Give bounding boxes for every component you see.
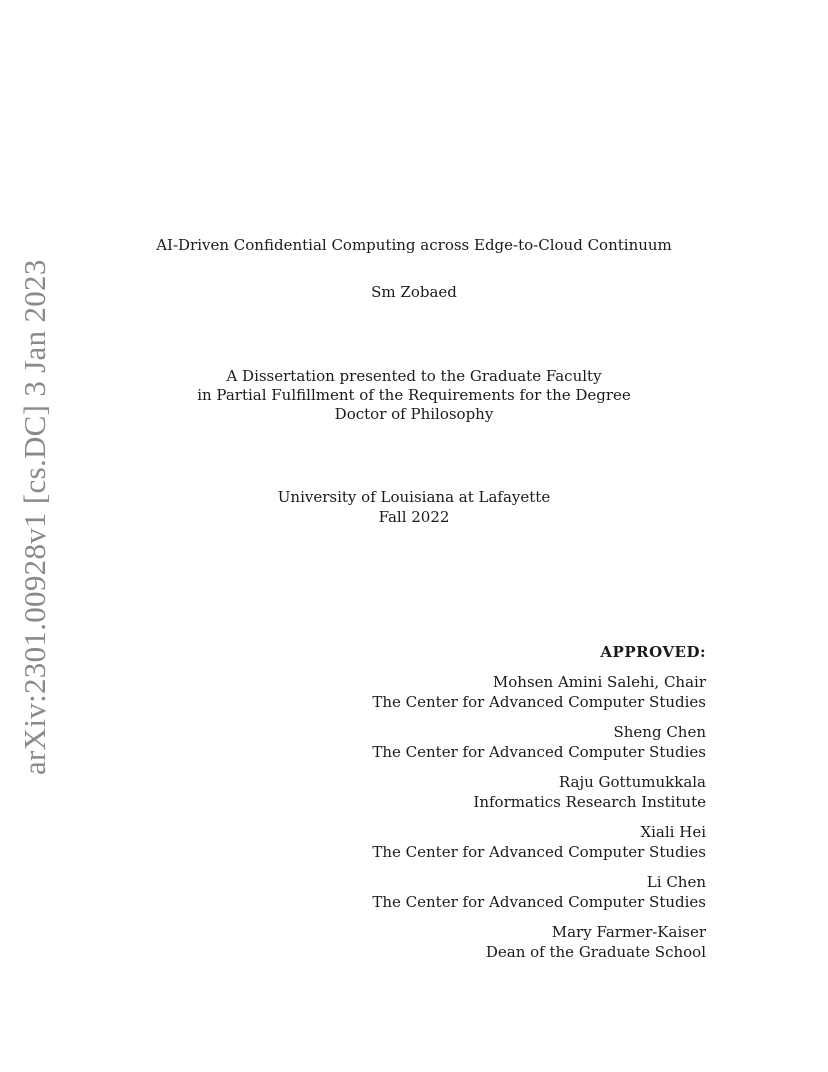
university-name: University of Louisiana at Lafayette bbox=[277, 488, 551, 506]
approval-block bbox=[286, 643, 706, 972]
member-name: Sheng Chen bbox=[613, 723, 706, 741]
degree-statement bbox=[0, 367, 828, 424]
statement-line-2: in Partial Fulfillment of the Requirements for the Degree bbox=[197, 386, 631, 404]
member-affiliation: The Center for Advanced Computer Studies bbox=[372, 893, 706, 911]
author-name: Sm Zobaed bbox=[371, 283, 457, 301]
dissertation-title: AI-Driven Confidential Computing across Edge-to-Cloud Continuum bbox=[156, 236, 672, 254]
approved-heading: APPROVED: bbox=[600, 643, 706, 661]
committee-member bbox=[286, 722, 706, 762]
member-affiliation: Dean of the Graduate School bbox=[485, 943, 706, 961]
statement-line-1: A Dissertation presented to the Graduate Faculty bbox=[226, 367, 602, 385]
member-affiliation: The Center for Advanced Computer Studies bbox=[372, 693, 706, 711]
arxiv-identifier: arXiv:2301.00928v1 [cs.DC] 3 Jan 2023 bbox=[17, 259, 52, 775]
member-name: Raju Gottumukkala bbox=[558, 773, 706, 791]
member-name: Xiali Hei bbox=[640, 823, 706, 841]
member-affiliation: The Center for Advanced Computer Studies bbox=[372, 743, 706, 761]
term: Fall 2022 bbox=[378, 508, 450, 526]
member-affiliation: Informatics Research Institute bbox=[473, 793, 706, 811]
member-name: Li Chen bbox=[646, 873, 706, 891]
statement-line-3: Doctor of Philosophy bbox=[334, 405, 494, 423]
committee-member bbox=[286, 872, 706, 912]
member-affiliation: The Center for Advanced Computer Studies bbox=[372, 843, 706, 861]
committee-member bbox=[286, 772, 706, 812]
committee-member bbox=[286, 672, 706, 712]
member-name: Mohsen Amini Salehi, Chair bbox=[492, 673, 706, 691]
member-name: Mary Farmer-Kaiser bbox=[551, 923, 706, 941]
institution-block bbox=[0, 487, 828, 527]
committee-member bbox=[286, 922, 706, 962]
committee-member bbox=[286, 822, 706, 862]
